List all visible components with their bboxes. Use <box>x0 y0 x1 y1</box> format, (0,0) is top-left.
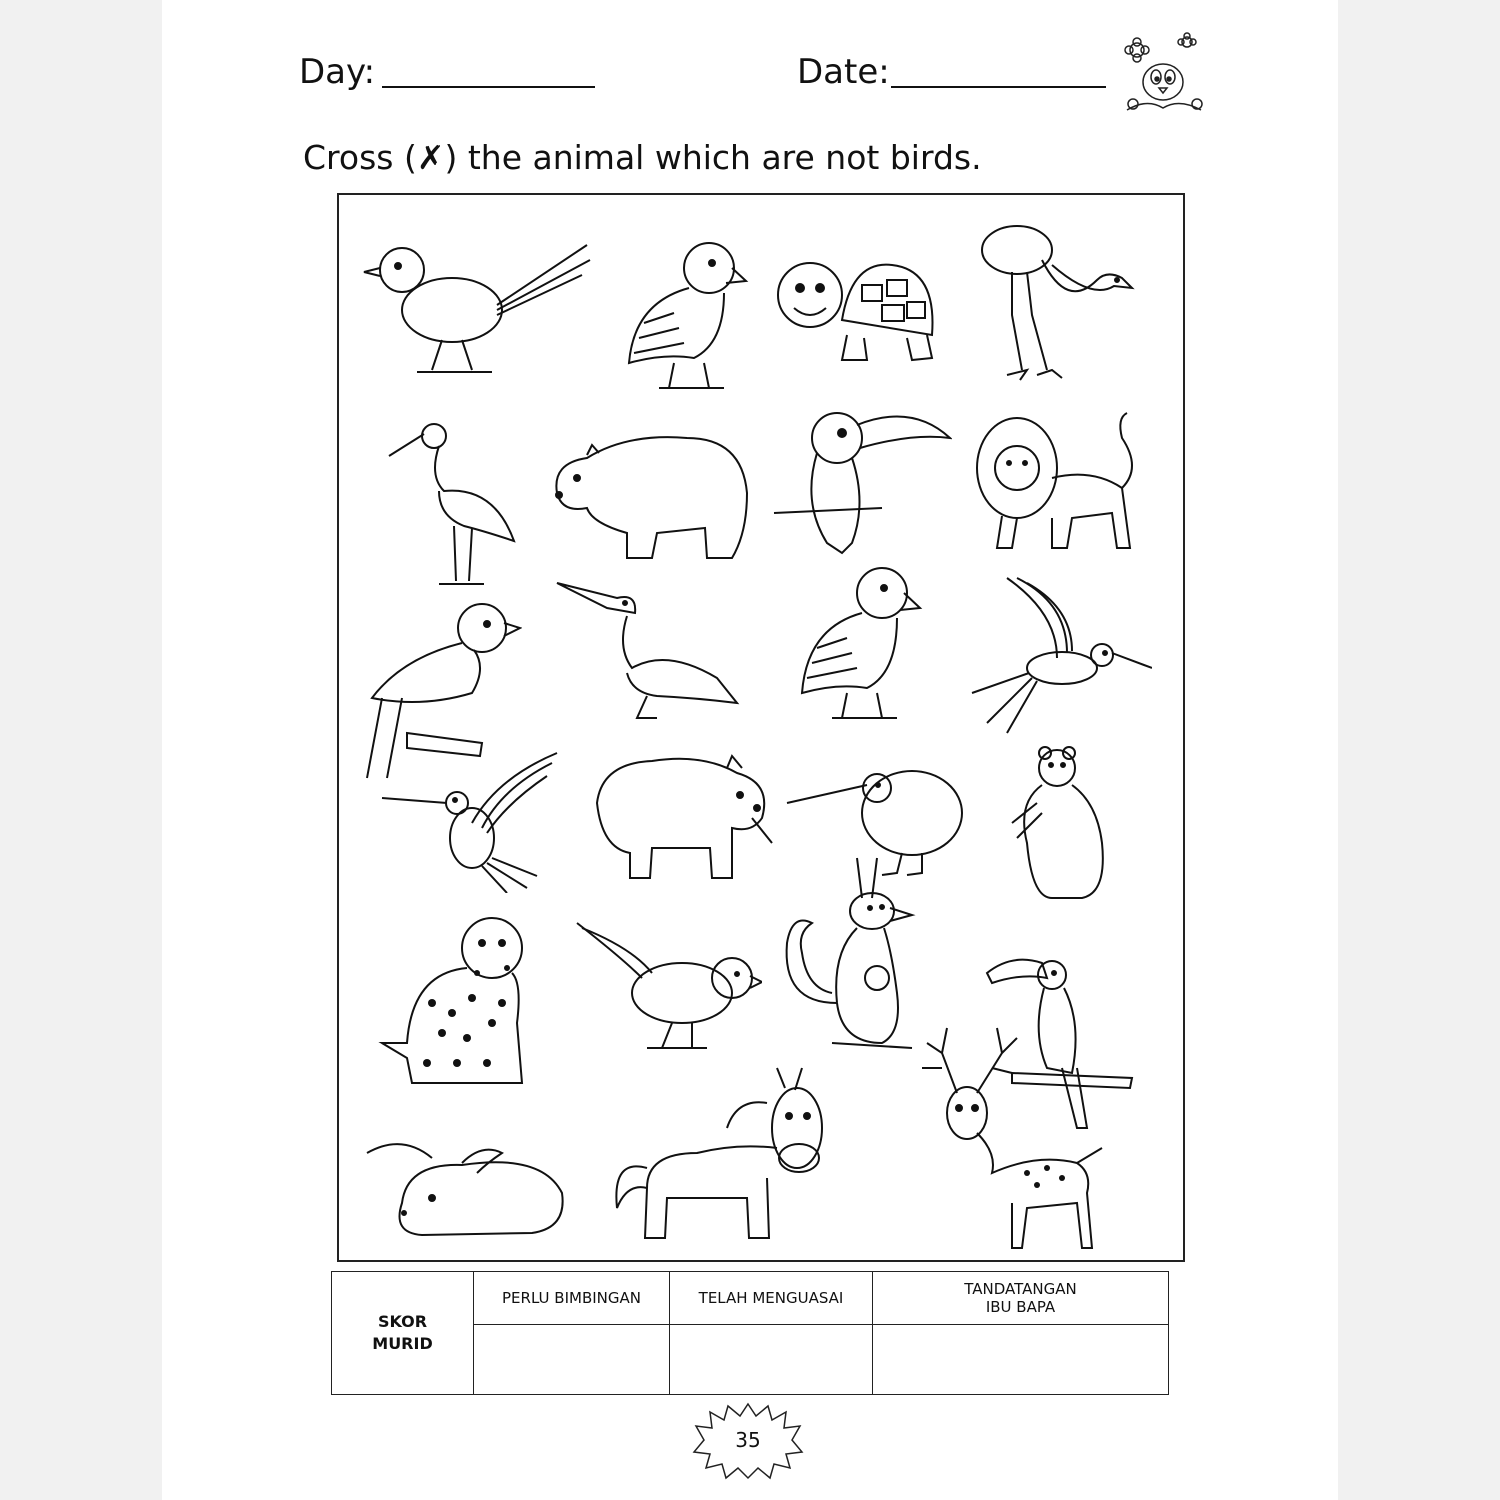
page-number-badge <box>692 1402 804 1480</box>
animal-leopard[interactable] <box>369 910 544 1090</box>
animal-deer[interactable] <box>914 1020 1114 1255</box>
animal-pelican[interactable] <box>544 575 744 725</box>
stork-icon <box>384 416 524 586</box>
animal-polar-bear[interactable] <box>544 420 759 570</box>
tandatangan-label: TANDATANGAN <box>964 1280 1077 1298</box>
day-label: Day: <box>299 52 376 92</box>
deer-icon <box>917 1023 1112 1253</box>
rabbit-icon <box>362 1133 572 1243</box>
skor-murid-header <box>332 1272 474 1395</box>
animal-stork[interactable] <box>379 413 529 588</box>
animal-bear[interactable] <box>589 750 779 885</box>
animal-sparrow[interactable] <box>569 915 764 1055</box>
animal-hummingbird[interactable] <box>964 570 1154 740</box>
animal-bear-cub[interactable] <box>1004 740 1129 905</box>
sparrow-icon <box>572 918 762 1053</box>
telah-menguasai-header: TELAH MENGUASAI <box>670 1272 873 1325</box>
hummingbird-icon <box>967 573 1152 738</box>
instruction-text <box>303 138 982 177</box>
bear-cub-icon <box>1007 743 1127 903</box>
cross-mark: ✗ <box>416 138 445 177</box>
hummingbird-icon <box>377 748 562 893</box>
pelican-icon <box>547 578 742 723</box>
perlu-bimbingan-header: PERLU BIMBINGAN <box>474 1272 670 1325</box>
eagle-icon <box>614 233 754 393</box>
date-label: Date: <box>797 52 890 92</box>
toucan-icon <box>772 403 952 558</box>
score-table <box>331 1271 1169 1395</box>
leopard-icon <box>372 913 542 1088</box>
animal-kangaroo[interactable] <box>769 850 919 1060</box>
ibu-bapa-label: IBU BAPA <box>985 1298 1056 1316</box>
kangaroo-icon <box>772 853 917 1058</box>
animal-horse[interactable] <box>604 1055 829 1250</box>
horse-icon <box>607 1058 827 1248</box>
animal-hummingbird-2[interactable] <box>374 745 564 895</box>
animal-turtle[interactable] <box>769 245 944 375</box>
flamingo-icon <box>972 220 1137 385</box>
bird-mascot-icon <box>1117 30 1209 118</box>
page-number: 35 <box>735 1428 761 1452</box>
polar-bear-icon <box>547 423 757 568</box>
animal-toucan[interactable] <box>769 400 954 560</box>
tandatangan-header <box>873 1272 1169 1325</box>
instruction-after: ) the animal which are not birds. <box>444 138 982 177</box>
animal-flamingo[interactable] <box>969 217 1139 387</box>
animals-frame <box>337 193 1185 1262</box>
date-input-line[interactable] <box>891 86 1106 88</box>
worksheet-page <box>162 0 1338 1500</box>
instruction-before: Cross ( <box>303 138 417 177</box>
animal-rabbit[interactable] <box>359 1130 574 1245</box>
animal-eagle[interactable] <box>609 230 759 395</box>
perlu-bimbingan-cell[interactable] <box>474 1325 670 1395</box>
day-input-line[interactable] <box>382 86 595 88</box>
telah-menguasai-cell[interactable] <box>670 1325 873 1395</box>
animal-lion[interactable] <box>969 405 1149 565</box>
eagle-icon <box>792 558 927 723</box>
bear-icon <box>592 753 777 883</box>
lion-icon <box>972 408 1147 563</box>
animal-eagle-2[interactable] <box>789 555 929 725</box>
bird-icon <box>362 230 592 380</box>
murid-label: MURID <box>372 1334 433 1353</box>
animal-bird[interactable] <box>359 220 594 390</box>
skor-label: SKOR <box>377 1312 428 1331</box>
turtle-icon <box>772 250 942 370</box>
signature-cell[interactable] <box>873 1325 1169 1395</box>
